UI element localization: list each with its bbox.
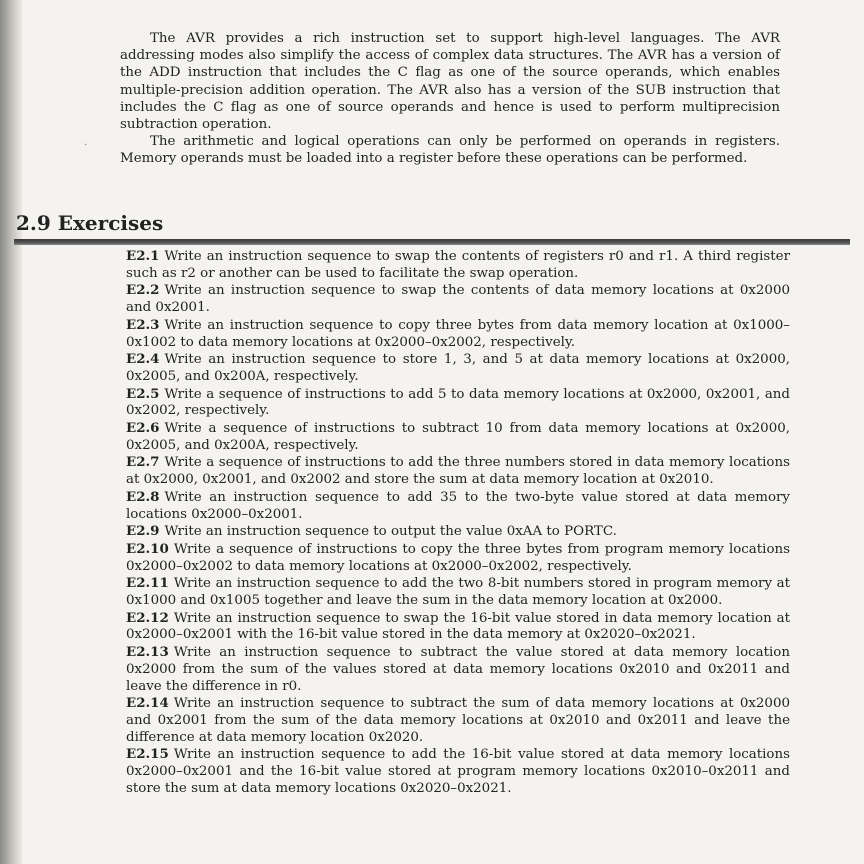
exercise-number: E2.6 bbox=[126, 420, 160, 437]
section-heading-block bbox=[14, 210, 850, 245]
exercise-item bbox=[126, 489, 790, 523]
exercise-item bbox=[126, 575, 790, 609]
exercise-number: E2.14 bbox=[126, 695, 169, 712]
exercise-item bbox=[126, 317, 790, 351]
exercise-text: Write an instruction sequence to subtract the value stored at data memory location 0x2000 from the sum of the values stored at data memory locations 0x2010 and 0x2011 and leave the difference in r0. bbox=[126, 645, 790, 694]
exercise-item bbox=[126, 610, 790, 644]
exercise-number: E2.1 bbox=[126, 248, 160, 264]
exercise-item bbox=[126, 695, 790, 746]
exercise-text: Write an instruction sequence to copy three bytes from data memory location at 0x1000–0x1002 to data memory locations at 0x2000–0x2002, respectively. bbox=[126, 317, 790, 350]
exercise-text: Write a sequence of instructions to add the three numbers stored in data memory locations at 0x2000, 0x2001, and 0x2002 and store the sum at data memory location at 0x2010. bbox=[126, 455, 790, 488]
exercise-text: Write an instruction sequence to add 35 to the two-byte value stored at data memory locations 0x2000–0x2001. bbox=[126, 489, 790, 522]
exercise-text: Write an instruction sequence to add the two 8-bit numbers stored in program memory at 0x1000 and 0x1005 together and leave the sum in the data memory location at 0x2000. bbox=[126, 576, 790, 609]
exercise-number: E2.4 bbox=[126, 351, 160, 368]
exercise-item bbox=[126, 351, 790, 385]
intro-paragraph-1: The AVR provides a rich instruction set to support high-level languages. The AVR addressing modes also simplify the access of complex data structures. The AVR has a version of the ADD instruction that includes the C flag as one of the source operands, which enables multiple-precision addition operation. The AVR also has a version of the SUB instruction that includes the C flag as one of source operands and hence is used to perform multiprecision subtraction operation. bbox=[120, 31, 780, 133]
exercise-text: Write an instruction sequence to swap the 16-bit value stored in data memory location at 0x2000–0x2001 with the 16-bit value stored in the data memory at 0x2020–0x2021. bbox=[126, 610, 790, 643]
exercise-number: E2.2 bbox=[126, 282, 160, 299]
exercise-number: E2.11 bbox=[126, 575, 169, 592]
exercise-number: E2.8 bbox=[126, 488, 160, 505]
page-binding-shadow bbox=[0, 0, 22, 864]
exercise-number: E2.3 bbox=[126, 316, 160, 333]
exercise-item bbox=[126, 454, 790, 488]
exercise-item bbox=[126, 644, 790, 695]
exercise-number: E2.15 bbox=[126, 746, 169, 763]
exercise-item bbox=[126, 248, 790, 282]
exercise-item bbox=[126, 420, 790, 454]
margin-mark: · bbox=[84, 140, 88, 151]
exercise-text: Write a sequence of instructions to subtract 10 from data memory locations at 0x2000, 0x2005, and 0x200A, respectively. bbox=[126, 421, 790, 453]
exercise-number: E2.12 bbox=[126, 609, 169, 626]
exercise-text: Write a sequence of instructions to copy the three bytes from program memory locations 0x2000–0x2002 to data memory locations at 0x2000–0x2002, respectively. bbox=[126, 541, 790, 574]
section-rule bbox=[14, 239, 850, 245]
section-title: 2.9 Exercises bbox=[16, 211, 164, 235]
exercise-text: Write an instruction sequence to add the 16-bit value stored at data memory locations 0x2000–0x2001 and the 16-bit value stored at program memory locations 0x2010–0x2011 and store the sum at data memory locations 0x2020–0x2021. bbox=[126, 747, 790, 796]
exercise-text: Write an instruction sequence to swap the contents of data memory locations at 0x2000 and 0x2001. bbox=[126, 283, 790, 316]
exercise-item bbox=[126, 746, 790, 797]
exercise-item bbox=[126, 386, 790, 420]
exercise-number: E2.7 bbox=[126, 454, 160, 471]
exercise-text: Write an instruction sequence to output the value 0xAA to PORTC. bbox=[164, 524, 617, 540]
exercise-number: E2.9 bbox=[126, 523, 160, 540]
exercise-item bbox=[126, 541, 790, 575]
intro-paragraph-2: The arithmetic and logical operations can only be performed on operands in registers. Memory operands must be loaded into a register before these operations can be performed. bbox=[120, 134, 780, 167]
exercise-number: E2.5 bbox=[126, 385, 160, 402]
exercise-text: Write an instruction sequence to store 1, 3, and 5 at data memory locations at 0x2000, 0x2005, and 0x200A, respectively. bbox=[126, 352, 790, 384]
exercise-number: E2.13 bbox=[126, 644, 169, 661]
exercise-item bbox=[126, 282, 790, 316]
exercise-text: Write an instruction sequence to subtract the sum of data memory locations at 0x2000 and 0x2001 from the sum of the data memory locations at 0x2010 and 0x2011 and leave the difference at data memory location 0x2020. bbox=[126, 696, 790, 745]
exercise-item bbox=[126, 523, 790, 541]
intro-text bbox=[120, 30, 780, 168]
exercise-list bbox=[126, 248, 790, 798]
exercise-text: Write a sequence of instructions to add 5 to data memory locations at 0x2000, 0x2001, and 0x2002, respectively. bbox=[126, 386, 790, 419]
exercise-number: E2.10 bbox=[126, 540, 169, 557]
exercise-text: Write an instruction sequence to swap the contents of registers r0 and r1. A third register such as r2 or another can be used to facilitate the swap operation. bbox=[126, 249, 790, 281]
